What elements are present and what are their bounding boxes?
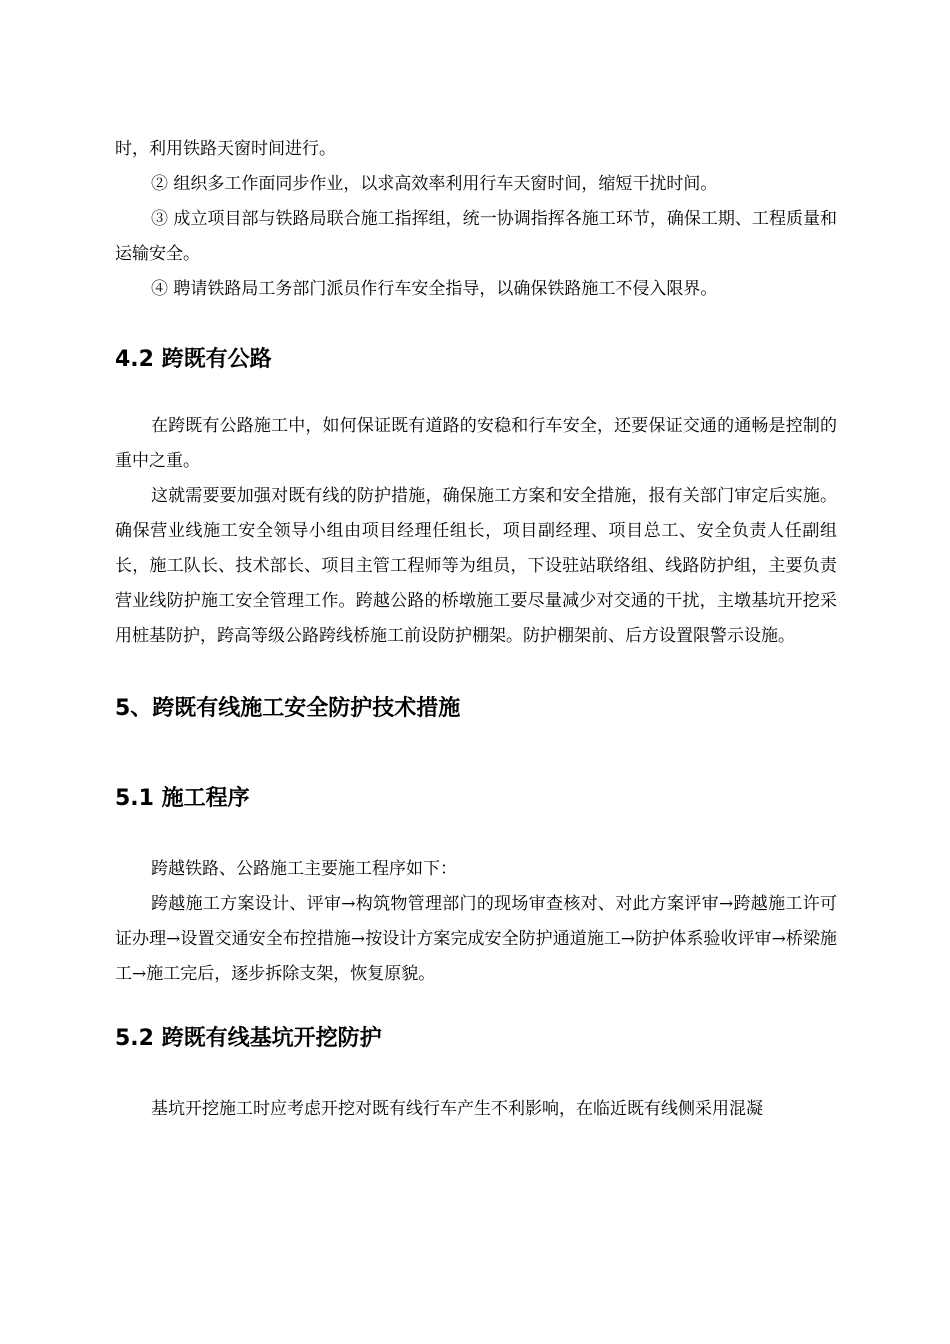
paragraph-multi-workface: ② 组织多工作面同步作业，以求高效率利用行车天窗时间，缩短干扰时间。: [151, 174, 718, 194]
heading-5-1: 5.1 施工程序: [115, 786, 250, 811]
paragraph-procedure-steps: 跨越施工方案设计、评审→构筑物管理部门的现场审查核对、对此方案评审→跨越施工许可证办理→设置交通安全布控措施→按设计方案完成安全防护通道施工→防护体系验收评审→桥梁施工→施工完后，逐步拆除支架，恢复原貌。: [115, 894, 837, 984]
heading-4-2: 4.2 跨既有公路: [115, 347, 272, 372]
paragraph-procedure-intro: 跨越铁路、公路施工主要施工程序如下：: [151, 859, 457, 879]
heading-5-2: 5.2 跨既有线基坑开挖防护: [115, 1026, 382, 1051]
paragraph-safety-guidance: ④ 聘请铁路局工务部门派员作行车安全指导，以确保铁路施工不侵入限界。: [151, 279, 718, 299]
document-page: [115, 132, 837, 1127]
paragraph-railway-window: 时，利用铁路天窗时间进行。: [115, 139, 336, 159]
paragraph-joint-command: ③ 成立项目部与铁路局联合施工指挥组，统一协调指挥各施工环节，确保工期、工程质量和运输安全。: [115, 209, 837, 264]
paragraph-highway-safety: 在跨既有公路施工中，如何保证既有道路的安稳和行车安全，还要保证交通的通畅是控制的重中之重。: [115, 416, 837, 471]
paragraph-excavation: 基坑开挖施工时应考虑开挖对既有线行车产生不利影响，在临近既有线侧采用混凝: [151, 1099, 763, 1119]
paragraph-protection-measures: 这就需要要加强对既有线的防护措施，确保施工方案和安全措施，报有关部门审定后实施。确保营业线施工安全领导小组由项目经理任组长，项目副经理、项目总工、安全负责人任副组长，施工队长、技术部长、项目主管工程师等为组员，下设驻站联络组、线路防护组，主要负责营业线防护施工安全管理工作。跨越公路的桥墩施工要尽量减少对交通的干扰，主墩基坑开挖采用桩基防护，跨高等级公路跨线桥施工前设防护棚架。防护棚架前、后方设置限警示设施。: [115, 486, 837, 646]
heading-5: 5、跨既有线施工安全防护技术措施: [115, 696, 461, 721]
